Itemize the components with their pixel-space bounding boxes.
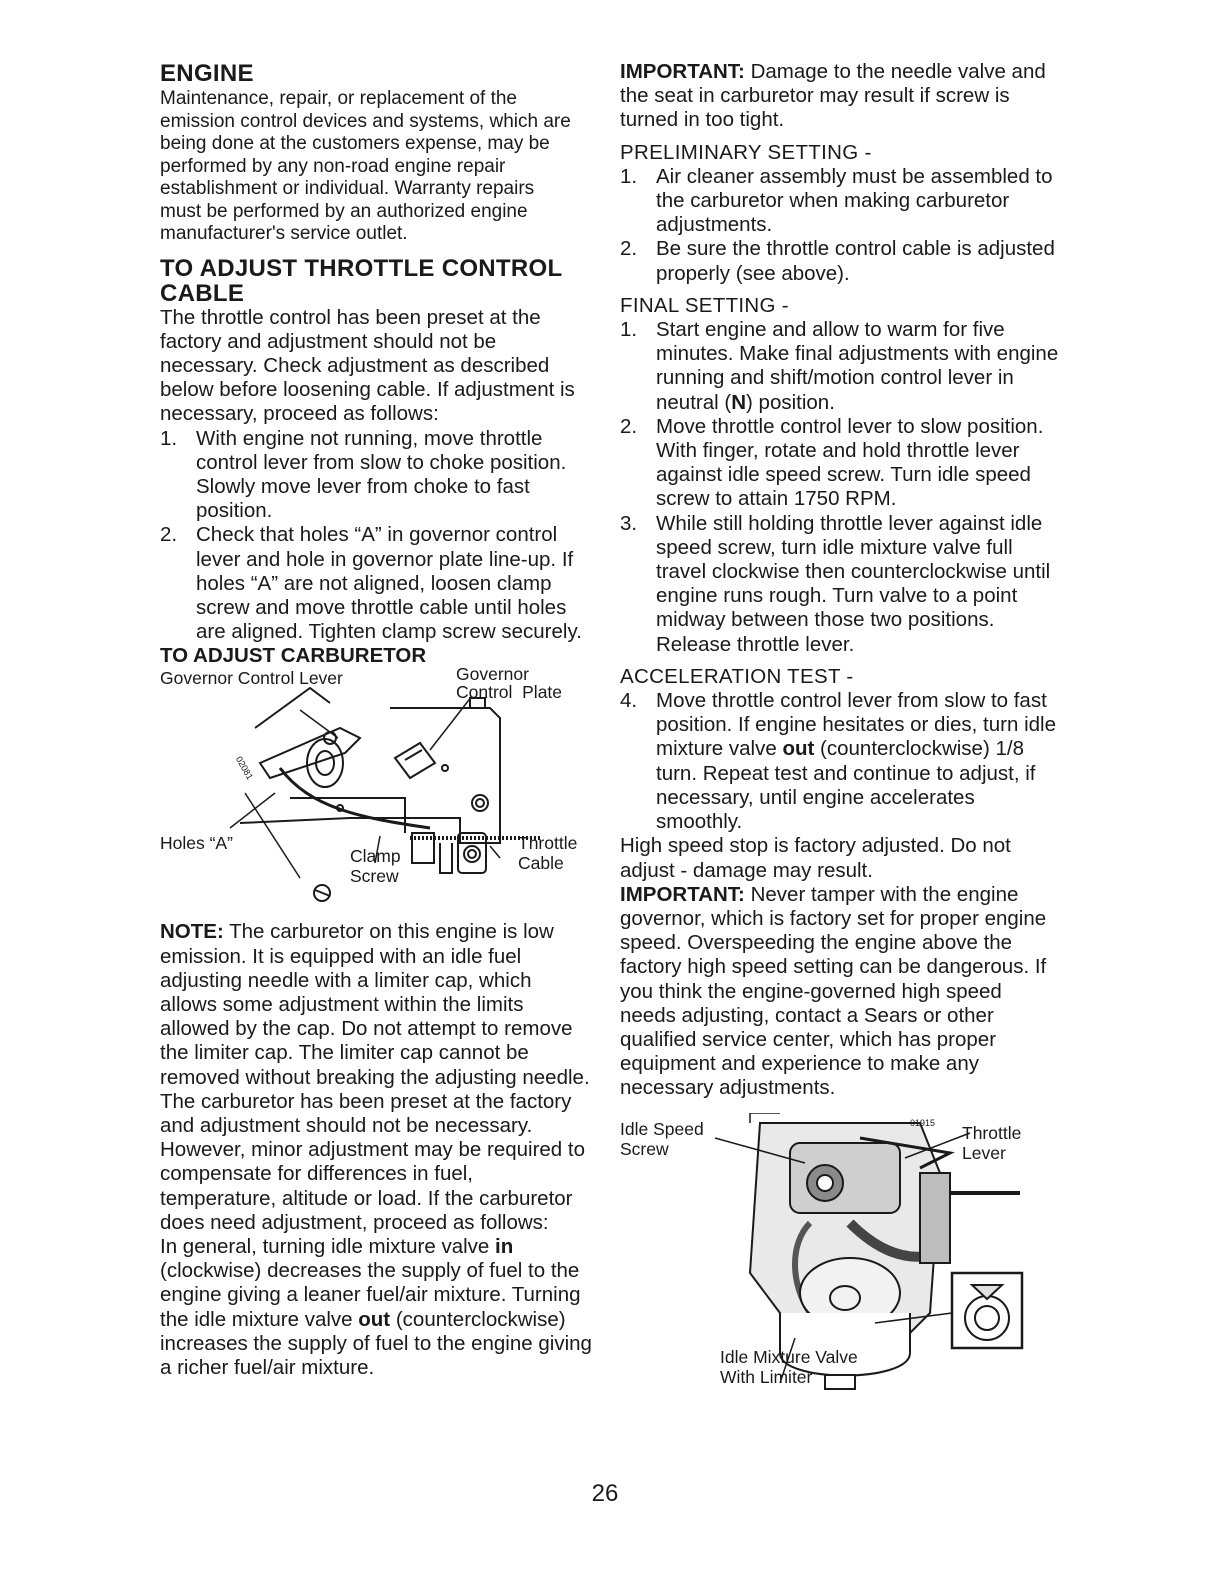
idle-speed-screw-label-1: Idle Speed bbox=[620, 1118, 704, 1139]
throttle-lever-label-1: Throttle bbox=[962, 1122, 1022, 1143]
throttle-heading bbox=[160, 256, 592, 306]
governor-plate-label-1: Governor bbox=[456, 664, 529, 685]
list-item bbox=[620, 237, 1060, 285]
important-label: IMPORTANT: bbox=[620, 60, 745, 83]
step-text: Move throttle control lever to slow position. With finger, rotate and hold throttle lever against idle speed screw. Turn idle speed screw to attain 1750 RPM. bbox=[656, 414, 1044, 511]
step-number: 1. bbox=[620, 318, 638, 342]
accel-out: out bbox=[782, 737, 815, 761]
idle-mixture-label-1: Idle Mixture Valve bbox=[720, 1346, 858, 1367]
idle-mixture-label-2: With Limiter bbox=[720, 1366, 813, 1387]
clamp-label-1: Clamp bbox=[350, 846, 401, 867]
important-paragraph-2 bbox=[620, 883, 1060, 1101]
note-paragraph bbox=[160, 920, 592, 1089]
accel-text-b: (counterclockwise) 1/8 turn. Repeat test and continue to adjust, if necessary, until engine accelerates smoothly. bbox=[656, 737, 1036, 834]
step-number: 4. bbox=[620, 689, 638, 713]
general-out: out bbox=[358, 1307, 391, 1331]
step-text: Check that holes “A” in governor control lever and hole in governor plate line-up. If holes “A” are not aligned, loosen clamp screw and move throttle cable until holes are aligned. Tighten clamp screw securely. bbox=[196, 523, 582, 644]
important-label: IMPORTANT: bbox=[620, 882, 745, 906]
general-text-c: (counterclockwise) increases the supply of fuel to the engine giving a richer fuel/air mixture. bbox=[160, 1307, 592, 1379]
governor-figure bbox=[160, 664, 592, 918]
general-paragraph bbox=[160, 1235, 592, 1380]
throttle-heading-line2: CABLE bbox=[160, 279, 245, 307]
step-text: Be sure the throttle control cable is adjusted properly (see above). bbox=[656, 237, 1055, 285]
engine-heading: ENGINE bbox=[160, 60, 254, 87]
throttle-lever-label-2: Lever bbox=[962, 1142, 1006, 1163]
step-text: While still holding throttle lever against idle speed screw, turn idle mixture valve full travel clockwise then counterclockwise until engine runs rough. Turn valve to a point midway between those two positions. Release throttle lever. bbox=[656, 511, 1051, 656]
holes-a-label: Holes “A” bbox=[160, 833, 233, 854]
step-text-a: Start engine and allow to warm for five minutes. Make final adjustments with engine running and shift/motion control lever in neutral ( bbox=[656, 318, 1059, 414]
step-number: 3. bbox=[620, 511, 638, 535]
final-steps bbox=[620, 318, 1060, 657]
acceleration-heading: ACCELERATION TEST - bbox=[620, 664, 854, 688]
step-number: 2. bbox=[620, 414, 638, 438]
note-text: The carburetor on this engine is low emission. It is equipped with an idle fuel adjusting needle with a limiter cap, which allows some adjustment within the limits allowed by the cap. Do not attempt to remove the limiter cap. The limiter cap cannot be removed without breaking the adjusting needle. bbox=[160, 920, 590, 1089]
step-number: 1. bbox=[620, 164, 638, 188]
throttle-heading-line1: TO ADJUST THROTTLE CONTROL bbox=[160, 254, 563, 282]
figure-code: 02081 bbox=[233, 755, 256, 782]
right-column bbox=[620, 60, 1060, 1393]
important-paragraph-1 bbox=[620, 60, 1060, 133]
list-item bbox=[620, 689, 1060, 834]
general-text-b: (clockwise) decreases the supply of fuel to the engine giving a leaner fuel/air mixture. Turning the idle mixture valve bbox=[160, 1259, 581, 1331]
step-number: 1. bbox=[160, 426, 178, 450]
preliminary-heading: PRELIMINARY SETTING - bbox=[620, 140, 872, 164]
figure-code: 01915 bbox=[910, 1117, 936, 1128]
important-text: Damage to the needle valve and the seat in carburetor may result if screw is turned in too tight. bbox=[620, 60, 1046, 132]
list-item bbox=[620, 318, 1060, 415]
step-number: 2. bbox=[620, 237, 638, 261]
step-text-b: ) position. bbox=[746, 390, 835, 414]
final-heading: FINAL SETTING - bbox=[620, 293, 789, 317]
carburetor-figure bbox=[620, 1113, 1060, 1393]
throttle-cable-label-1: Throttle bbox=[518, 833, 578, 854]
step-text: With engine not running, move throttle control lever from slow to choke position. Slowly move lever from choke to fast position. bbox=[196, 426, 567, 523]
governor-control-lever-label: Governor Control Lever bbox=[160, 668, 343, 689]
list-item bbox=[160, 427, 592, 524]
clamp-label-2: Screw bbox=[350, 866, 399, 887]
page-number: 26 bbox=[591, 1480, 619, 1507]
acceleration-steps bbox=[620, 689, 1060, 834]
step-number: 2. bbox=[160, 523, 178, 547]
general-in: in bbox=[495, 1234, 514, 1258]
left-column bbox=[160, 60, 592, 1380]
idle-speed-screw-label-2: Screw bbox=[620, 1138, 669, 1159]
important-text: Never tamper with the engine governor, which is factory set for proper engine speed. Overspeeding the engine above the factory high speed setting can be dangerous. If you think the engine-governed high speed needs adjusting, contact a Sears or other qualified service center, which has proper equipment and experience to make any necessary adjustments. bbox=[620, 882, 1047, 1100]
list-item bbox=[620, 165, 1060, 238]
general-text-a: In general, turning idle mixture valve bbox=[160, 1234, 496, 1258]
throttle-paragraph: The throttle control has been preset at the factory and adjustment should not be necessary. Check adjustment as described below before loosening cable. If adjustment is necessary, proceed as follows: bbox=[160, 305, 575, 426]
throttle-cable-label-2: Cable bbox=[518, 853, 564, 874]
high-speed-paragraph: High speed stop is factory adjusted. Do not adjust - damage may result. bbox=[620, 834, 1011, 882]
note-label: NOTE: bbox=[160, 920, 224, 944]
step-text: Air cleaner assembly must be assembled to the carburetor when making carburetor adjustments. bbox=[656, 164, 1053, 237]
list-item bbox=[620, 415, 1060, 512]
carb-preset-paragraph: The carburetor has been preset at the factory and adjustment should not be necessary. However, minor adjustment may be required to compensate for differences in fuel, temperature, altitude or load. If the carburetor does need adjustment, proceed as follows: bbox=[160, 1089, 586, 1234]
engine-paragraph: Maintenance, repair, or replacement of the emission control devices and systems, which are being done at the customers expense, may be performed by any non-road engine repair establishment or individual. Warranty repairs must be performed by an authorized engine manufacturer's service outlet. bbox=[160, 88, 571, 244]
list-item bbox=[160, 523, 592, 644]
throttle-steps bbox=[160, 427, 592, 645]
list-item bbox=[620, 512, 1060, 657]
preliminary-steps bbox=[620, 165, 1060, 286]
accel-text-a: Move throttle control lever from slow to fast position. If engine hesitates or dies, turn idle mixture valve bbox=[656, 689, 1056, 761]
governor-plate-label-2: Control Plate bbox=[456, 682, 563, 703]
neutral-n: N bbox=[731, 390, 747, 414]
carburetor-heading: TO ADJUST CARBURETOR bbox=[160, 644, 427, 668]
